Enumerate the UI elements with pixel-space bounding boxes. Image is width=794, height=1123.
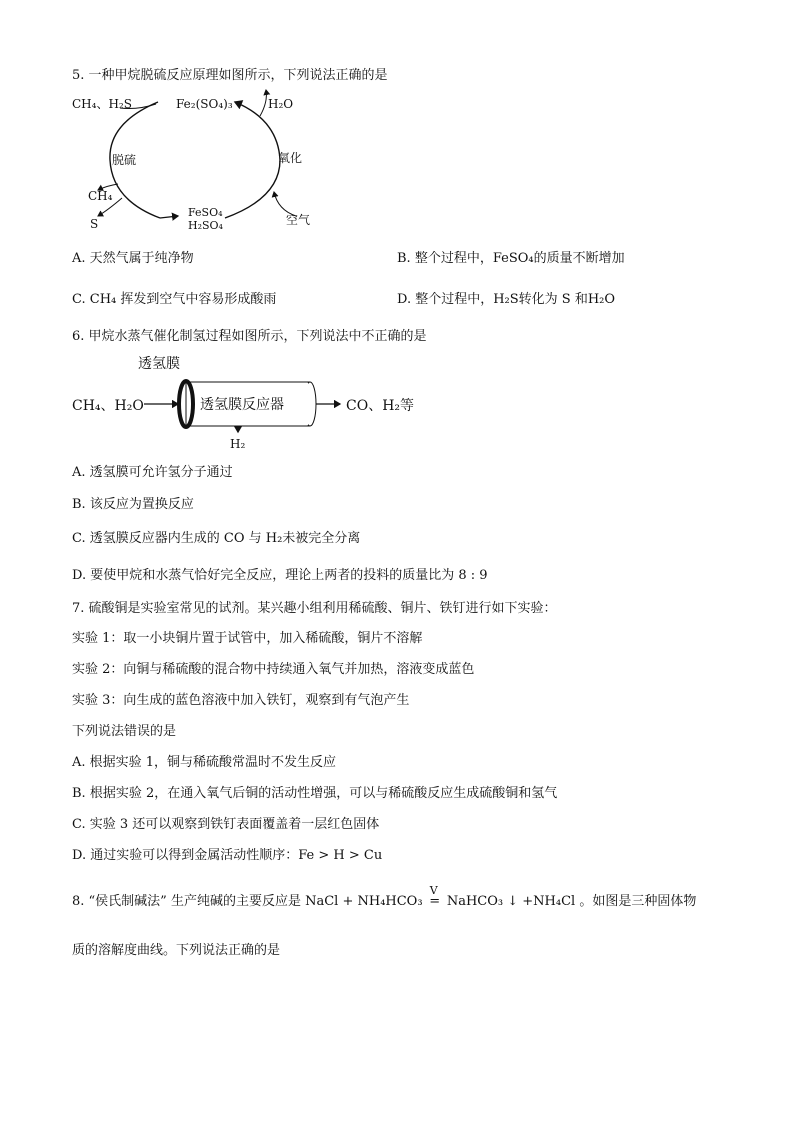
q7-opt-a: A. 根据实验 1，铜与稀硫酸常温时不发生反应 [72, 755, 337, 770]
q7-stem: 7. 硫酸铜是实验室常见的试剂。某兴趣小组利用稀硫酸、铜片、铁钉进行如下实验： [72, 601, 557, 616]
q5-diagram [60, 88, 380, 238]
q5-left-label: 脱硫 [112, 153, 137, 167]
q5-opt-a: A. 天然气属于纯净物 [72, 251, 194, 266]
q5-right-arc [225, 102, 280, 218]
q7-opt-d: D. 通过实验可以得到金属活动性顺序：Fe > H > Cu [72, 848, 383, 863]
q8-stem-line2: 质的溶解度曲线。下列说法正确的是 [72, 943, 281, 958]
q7-opt-c: C. 实验 3 还可以观察到铁钉表面覆盖着一层红色固体 [72, 817, 380, 832]
q7-exp3: 实验 3：向生成的蓝色溶液中加入铁钉，观察到有气泡产生 [72, 693, 410, 708]
q7-opt-b: B. 根据实验 2，在通入氧气后铜的活动性增强，可以与稀硫酸反应生成硫酸铜和氢气 [72, 786, 558, 801]
q6-bottom: H₂ [230, 437, 246, 451]
q6-input: CH₄、H₂O [72, 398, 144, 414]
q6-opt-d: D. 要使甲烷和水蒸气恰好完全反应，理论上两者的投料的质量比为 8 : 9 [72, 568, 488, 583]
q8-stem-mid: NaHCO₃ ↓ +NH₄Cl [446, 894, 576, 909]
q7-ask: 下列说法错误的是 [72, 724, 177, 739]
q6-opt-b: B. 该反应为置换反应 [72, 497, 194, 512]
q5-out-s: S [90, 217, 99, 231]
q6-output: CO、H₂等 [346, 398, 415, 414]
q7-exp1: 实验 1：取一小块铜片置于试管中，加入稀硫酸，铜片不溶解 [72, 631, 423, 646]
q6-stem: 6. 甲烷水蒸气催化制氢过程如图所示，下列说法中不正确的是 [72, 329, 427, 344]
q5-bottom1: FeSO₄ [188, 206, 223, 219]
q8-stem-line1 [72, 884, 697, 911]
q5-stem: 5. 一种甲烷脱硫反应原理如图所示，下列说法正确的是 [72, 68, 388, 83]
q8-condition: V [429, 884, 438, 897]
q6-membrane-label: 透氢膜 [138, 356, 180, 372]
q6-diagram [68, 352, 428, 451]
q6-opt-c: C. 透氢膜反应器内生成的 CO 与 H₂未被完全分离 [72, 531, 361, 546]
q7-exp2: 实验 2：向铜与稀硫酸的混合物中持续通入氧气并加热，溶液变成蓝色 [72, 662, 475, 677]
q8-stem-post: 。如图是三种固体物 [579, 894, 697, 909]
q8-equals-sign: V = [429, 884, 441, 909]
q5-right-label: 氧化 [278, 151, 303, 165]
q5-air: 空气 [286, 213, 311, 227]
q5-in-left: CH₄、H₂S [72, 97, 132, 111]
q8-stem-pre: 8. “侯氏制碱法” 生产纯碱的主要反应是 NaCl + NH₄HCO₃ [72, 894, 423, 909]
q5-bottom2: H₂SO₄ [188, 219, 223, 232]
q5-out-ch4: CH₄ [88, 189, 113, 203]
q5-top-compound: Fe₂(SO₄)₃ [176, 97, 233, 111]
q5-opt-d: D. 整个过程中，H₂S转化为 S 和H₂O [397, 292, 616, 307]
q5-top-out: H₂O [268, 97, 294, 111]
q6-reactor: 透氢膜反应器 [200, 397, 284, 413]
q5-opt-b: B. 整个过程中，FeSO₄的质量不断增加 [397, 251, 625, 266]
q6-opt-a: A. 透氢膜可允许氢分子通过 [72, 465, 233, 480]
q5-opt-c: C. CH₄ 挥发到空气中容易形成酸雨 [72, 292, 277, 307]
